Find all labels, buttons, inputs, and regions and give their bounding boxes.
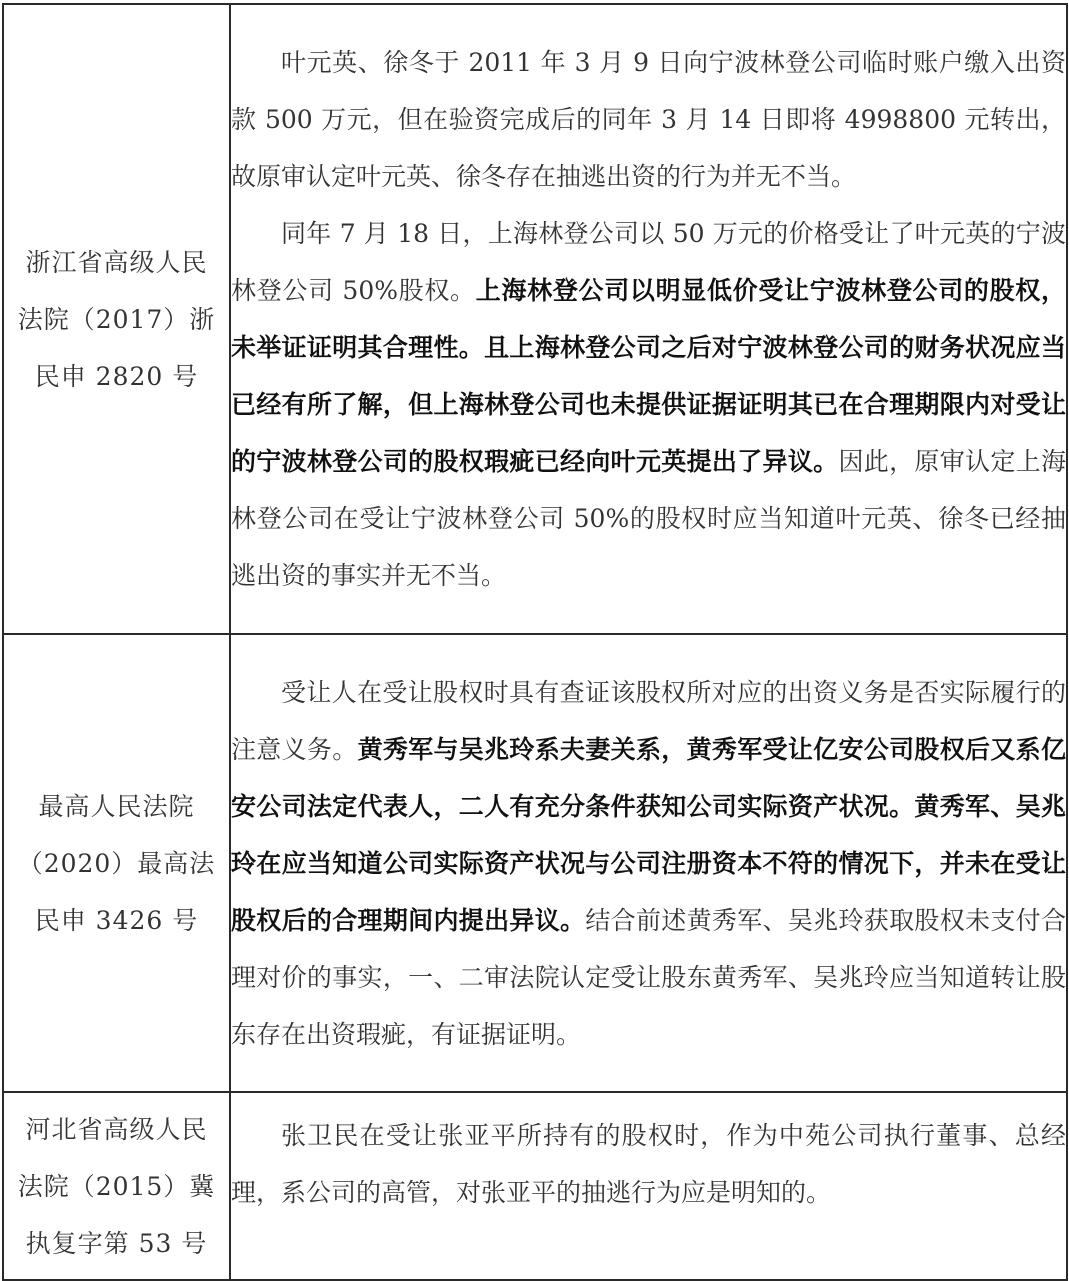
court-line: 法院（2015）冀 bbox=[17, 1171, 216, 1201]
ruling-paragraph bbox=[231, 205, 1066, 604]
plain-text: 结合前述黄秀军、吴兆玲获取股权未支付合理对价的事实，一、二审法院认定受让股东黄秀军、吴兆玲应当知道转让股东存在出资瑕疵，有证据证明。 bbox=[231, 905, 1066, 1049]
court-case-cell bbox=[3, 1092, 230, 1280]
case-table bbox=[2, 3, 1068, 1281]
ruling-text-cell bbox=[230, 4, 1067, 634]
ruling-text-cell bbox=[230, 634, 1067, 1092]
ruling-paragraph: 叶元英、徐冬于 2011 年 3 月 9 日向宁波林登公司临时账户缴入出资款 500 万元，但在验资完成后的同年 3 月 14 日即将 4998800 元转出，故原审认定叶元英、徐冬存在抽逃出资的行为并无不当。 bbox=[231, 48, 1066, 191]
court-case-cell bbox=[3, 634, 230, 1092]
bold-text: 黄秀军与吴兆玲系夫妻关系，黄秀军受让亿安公司股权后又系亿安公司法定代表人，二人有充分条件获知公司实际资产状况。黄秀军、吴兆玲在应当知道公司实际资产状况与公司注册资本不符的情况下，并未在受让股权后的合理期间内提出异议。 bbox=[231, 734, 1066, 935]
court-case-cell bbox=[3, 4, 230, 634]
court-line: 最高人民法院 bbox=[38, 791, 195, 821]
ruling-paragraph bbox=[231, 664, 1066, 1063]
ruling-paragraph: 张卫民在受让张亚平所持有的股权时，作为中苑公司执行董事、总经理，系公司的高管，对张亚平的抽逃行为应是明知的。 bbox=[231, 1121, 1066, 1207]
plain-text: 受让人在受让股权时具有查证该股权所对应的出资义务是否实际履行的注意义务。 bbox=[231, 677, 1066, 764]
court-line: 执复字第 53 号 bbox=[25, 1228, 208, 1258]
court-line: （2020）最高法 bbox=[17, 848, 216, 878]
plain-text: 同年 7 月 18 日，上海林登公司以 50 万元的价格受让了叶元英的宁波林登公司 50%股权。 bbox=[231, 219, 1066, 305]
table-row bbox=[3, 634, 1067, 1092]
bold-text: 上海林登公司以明显低价受让宁波林登公司的股权，未举证证明其合理性。且上海林登公司之后对宁波林登公司的财务状况应当已经有所了解，但上海林登公司也未提供证据证明其已在合理期限内对受让的宁波林登公司的股权瑕疵已经向叶元英提出了异议。 bbox=[231, 276, 1066, 476]
court-line: 民申 2820 号 bbox=[34, 361, 199, 391]
court-line: 浙江省高级人民 bbox=[25, 247, 208, 277]
plain-text: 因此，原审认定上海林登公司在受让宁波林登公司 50%的股权时应当知道叶元英、徐冬已经抽逃出资的事实并无不当。 bbox=[231, 447, 1066, 590]
table-row bbox=[3, 1092, 1067, 1280]
court-line: 法院（2017）浙 bbox=[17, 304, 216, 334]
table-row bbox=[3, 4, 1067, 634]
court-line: 河北省高级人民 bbox=[25, 1114, 208, 1144]
court-line: 民申 3426 号 bbox=[34, 905, 199, 935]
ruling-text-cell bbox=[230, 1092, 1067, 1280]
